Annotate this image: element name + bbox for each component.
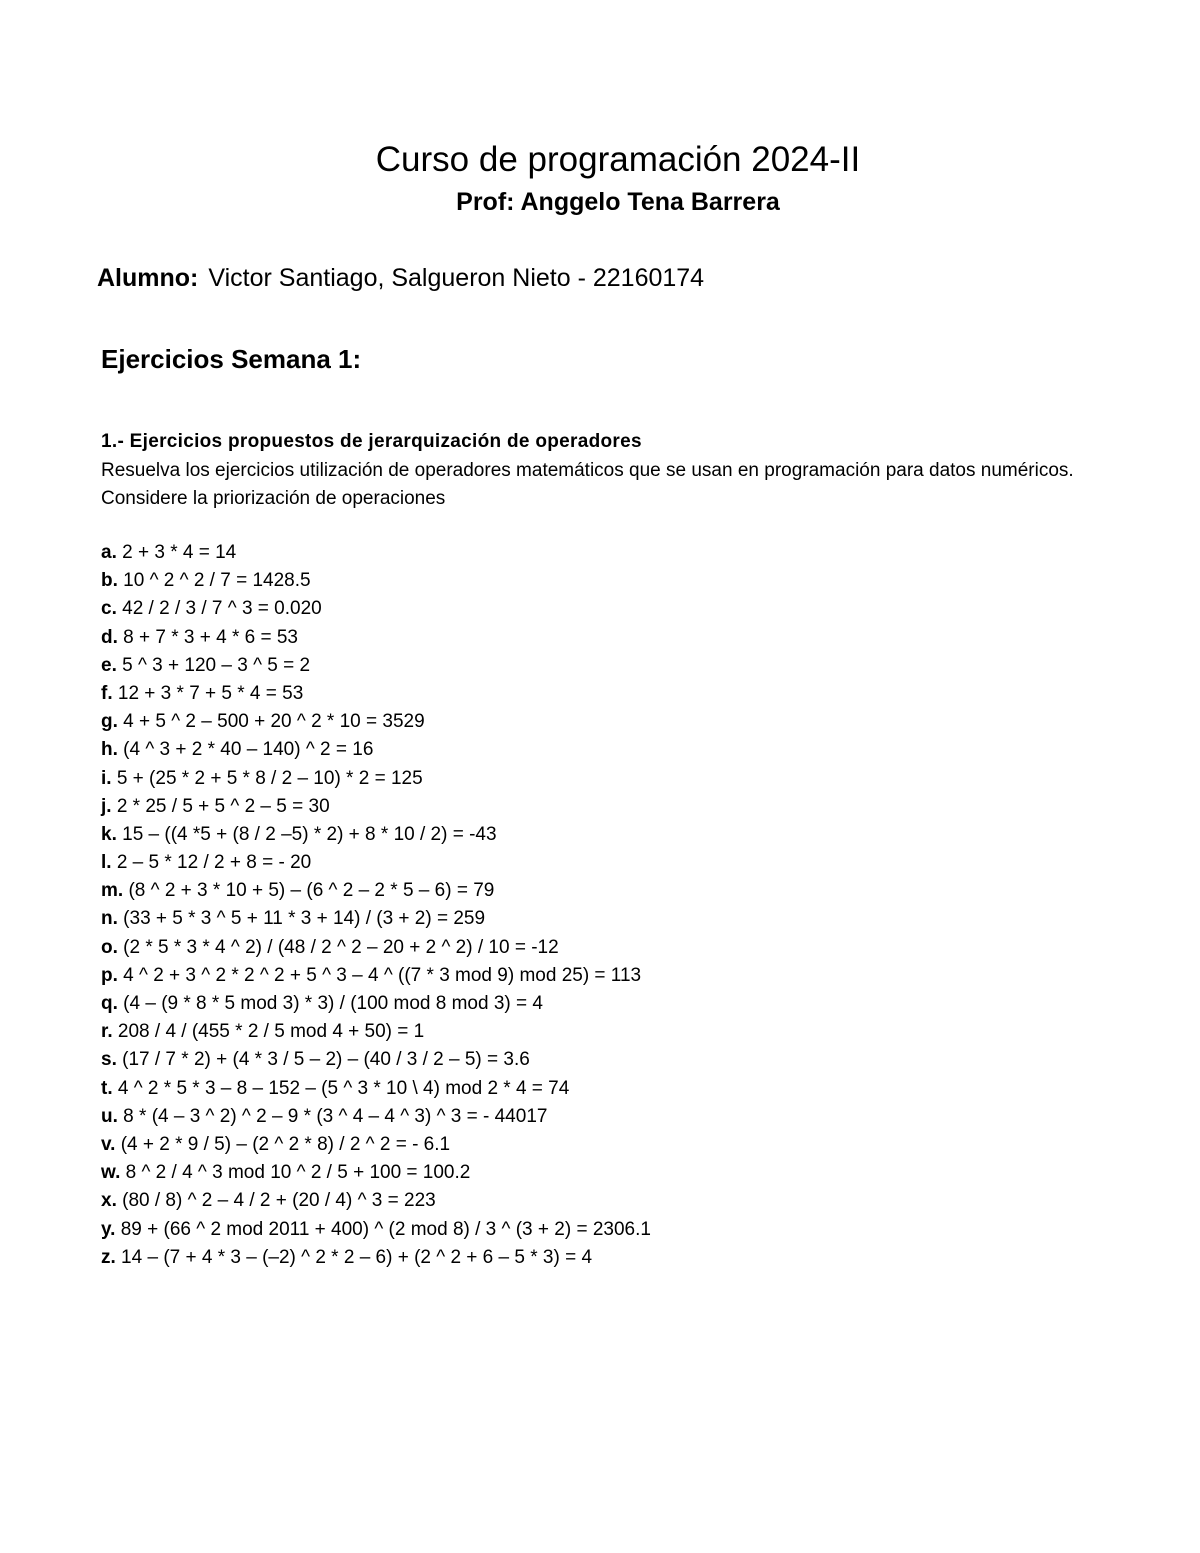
- exercise-letter: r.: [101, 1021, 113, 1043]
- exercise-expression: (4 + 2 * 9 / 5) – (2 ^ 2 * 8) / 2 ^ 2 = - 6.1: [115, 1133, 451, 1155]
- list-item: [101, 680, 651, 708]
- exercise-expression: 8 + 7 * 3 + 4 * 6 = 53: [117, 626, 299, 648]
- exercise-letter: i.: [101, 767, 112, 789]
- exercise-expression: (4 ^ 3 + 2 * 40 – 140) ^ 2 = 16: [117, 739, 374, 761]
- exercise-letter: e.: [101, 654, 117, 676]
- exercise-letter: b.: [101, 570, 118, 592]
- list-item: [101, 905, 651, 933]
- exercise-expression: 8 * (4 – 3 ^ 2) ^ 2 – 9 * (3 ^ 4 – 4 ^ 3) ^ 3 = - 44017: [117, 1105, 548, 1127]
- list-item: [101, 1187, 651, 1215]
- exercise-list: [101, 539, 651, 1272]
- exercise-letter: x.: [101, 1190, 117, 1212]
- exercise-instructions: Resuelva los ejercicios utilización de operadores matemáticos que se usan en programación para datos numéricos. Considere la priorización de operaciones: [101, 460, 1074, 509]
- exercise-expression: 42 / 2 / 3 / 7 ^ 3 = 0.020: [116, 598, 322, 620]
- exercise-expression: (4 – (9 * 8 * 5 mod 3) * 3) / (100 mod 8 mod 3) = 4: [117, 993, 543, 1014]
- exercise-expression: 12 + 3 * 7 + 5 * 4 = 53: [112, 682, 304, 704]
- list-item: [101, 1075, 651, 1103]
- list-item: [101, 1244, 651, 1272]
- list-item: [101, 877, 651, 905]
- list-item: [101, 1131, 651, 1159]
- exercise-letter: y.: [101, 1218, 116, 1240]
- list-item: [101, 1159, 651, 1187]
- exercise-letter: v.: [101, 1133, 116, 1155]
- exercise-letter: l.: [101, 852, 112, 874]
- exercise-expression: (33 + 5 * 3 ^ 5 + 11 * 3 + 14) / (3 + 2) = 259: [117, 908, 486, 930]
- exercise-letter: s.: [101, 1049, 117, 1071]
- exercise-letter: n.: [101, 908, 118, 930]
- document-title: Curso de programación 2024-II: [375, 140, 861, 179]
- exercise-expression: (80 / 8) ^ 2 – 4 / 2 + (20 / 4) ^ 3 = 223: [116, 1190, 436, 1212]
- student-line: [97, 262, 704, 294]
- exercise-letter: u.: [101, 1105, 118, 1127]
- exercise-expression: 2 – 5 * 12 / 2 + 8 = - 20: [111, 852, 312, 874]
- exercise-letter: z.: [101, 1246, 116, 1268]
- list-item: [101, 1216, 651, 1244]
- exercise-expression: (2 * 5 * 3 * 4 ^ 2) / (48 / 2 ^ 2 – 20 + 2 ^ 2) / 10 = -12: [117, 936, 559, 958]
- student-label: Alumno:: [97, 264, 199, 292]
- exercise-expression: 2 * 25 / 5 + 5 ^ 2 – 5 = 30: [111, 795, 330, 817]
- list-item: [101, 736, 651, 764]
- exercise-letter: g.: [101, 711, 118, 733]
- exercise-letter: j.: [101, 795, 112, 817]
- exercise-letter: f.: [101, 682, 113, 704]
- list-item: [101, 962, 651, 990]
- exercise-letter: p.: [101, 964, 118, 986]
- exercise-letter: a.: [101, 542, 117, 563]
- list-item: [101, 821, 651, 849]
- list-item: [101, 595, 651, 623]
- exercise-expression: 8 ^ 2 / 4 ^ 3 mod 10 ^ 2 / 5 + 100 = 100.2: [120, 1162, 471, 1184]
- exercise-expression: (8 ^ 2 + 3 * 10 + 5) – (6 ^ 2 – 2 * 5 – 6) = 79: [123, 880, 495, 902]
- list-item: [101, 934, 651, 962]
- exercise-letter: q.: [101, 993, 118, 1014]
- exercise-expression: 5 ^ 3 + 120 – 3 ^ 5 = 2: [116, 654, 311, 676]
- list-item: [101, 539, 651, 567]
- exercise-expression: 89 + (66 ^ 2 mod 2011 + 400) ^ (2 mod 8) / 3 ^ (3 + 2) = 2306.1: [115, 1218, 651, 1240]
- exercise-letter: d.: [101, 626, 118, 648]
- exercise-expression: 4 ^ 2 * 5 * 3 – 8 – 152 – (5 ^ 3 * 10 \ 4) mod 2 * 4 = 74: [112, 1077, 570, 1099]
- exercise-expression: (17 / 7 * 2) + (4 * 3 / 5 – 2) – (40 / 3 / 2 – 5) = 3.6: [116, 1049, 530, 1071]
- exercise-letter: w.: [101, 1162, 121, 1184]
- list-item: [101, 652, 651, 680]
- exercise-heading: 1.- Ejercicios propuestos de jerarquización de operadores: [101, 431, 642, 452]
- list-item: [101, 1103, 651, 1131]
- exercise-expression: 2 + 3 * 4 = 14: [116, 542, 237, 563]
- exercise-letter: m.: [101, 880, 124, 902]
- exercise-letter: o.: [101, 936, 118, 958]
- student-name: Victor Santiago, Salgueron Nieto - 22160174: [208, 264, 705, 292]
- exercise-expression: 5 + (25 * 2 + 5 * 8 / 2 – 10) * 2 = 125: [111, 767, 423, 789]
- list-item: [101, 1046, 651, 1074]
- list-item: [101, 624, 651, 652]
- list-item: [101, 990, 651, 1018]
- exercise-letter: h.: [101, 739, 118, 761]
- list-item: [101, 793, 651, 821]
- list-item: [101, 1018, 651, 1046]
- exercise-expression: 208 / 4 / (455 * 2 / 5 mod 4 + 50) = 1: [112, 1021, 425, 1043]
- exercise-expression: 4 + 5 ^ 2 – 500 + 20 ^ 2 * 10 = 3529: [117, 711, 425, 733]
- section-title: Ejercicios Semana 1:: [101, 344, 362, 374]
- list-item: [101, 765, 651, 793]
- exercise-expression: 14 – (7 + 4 * 3 – (–2) ^ 2 * 2 – 6) + (2 ^ 2 + 6 – 5 * 3) = 4: [115, 1246, 593, 1268]
- exercise-letter: k.: [101, 823, 117, 845]
- exercise-letter: t.: [101, 1077, 113, 1099]
- exercise-expression: 10 ^ 2 ^ 2 / 7 = 1428.5: [117, 570, 311, 592]
- list-item: [101, 708, 651, 736]
- list-item: [101, 567, 651, 595]
- exercise-expression: 15 – ((4 *5 + (8 / 2 –5) * 2) + 8 * 10 / 2) = -43: [116, 823, 497, 845]
- professor-name: Prof: Anggelo Tena Barrera: [456, 188, 780, 216]
- exercise-expression: 4 ^ 2 + 3 ^ 2 * 2 ^ 2 + 5 ^ 3 – 4 ^ ((7 * 3 mod 9) mod 25) = 113: [117, 964, 642, 986]
- list-item: [101, 849, 651, 877]
- exercise-letter: c.: [101, 598, 117, 620]
